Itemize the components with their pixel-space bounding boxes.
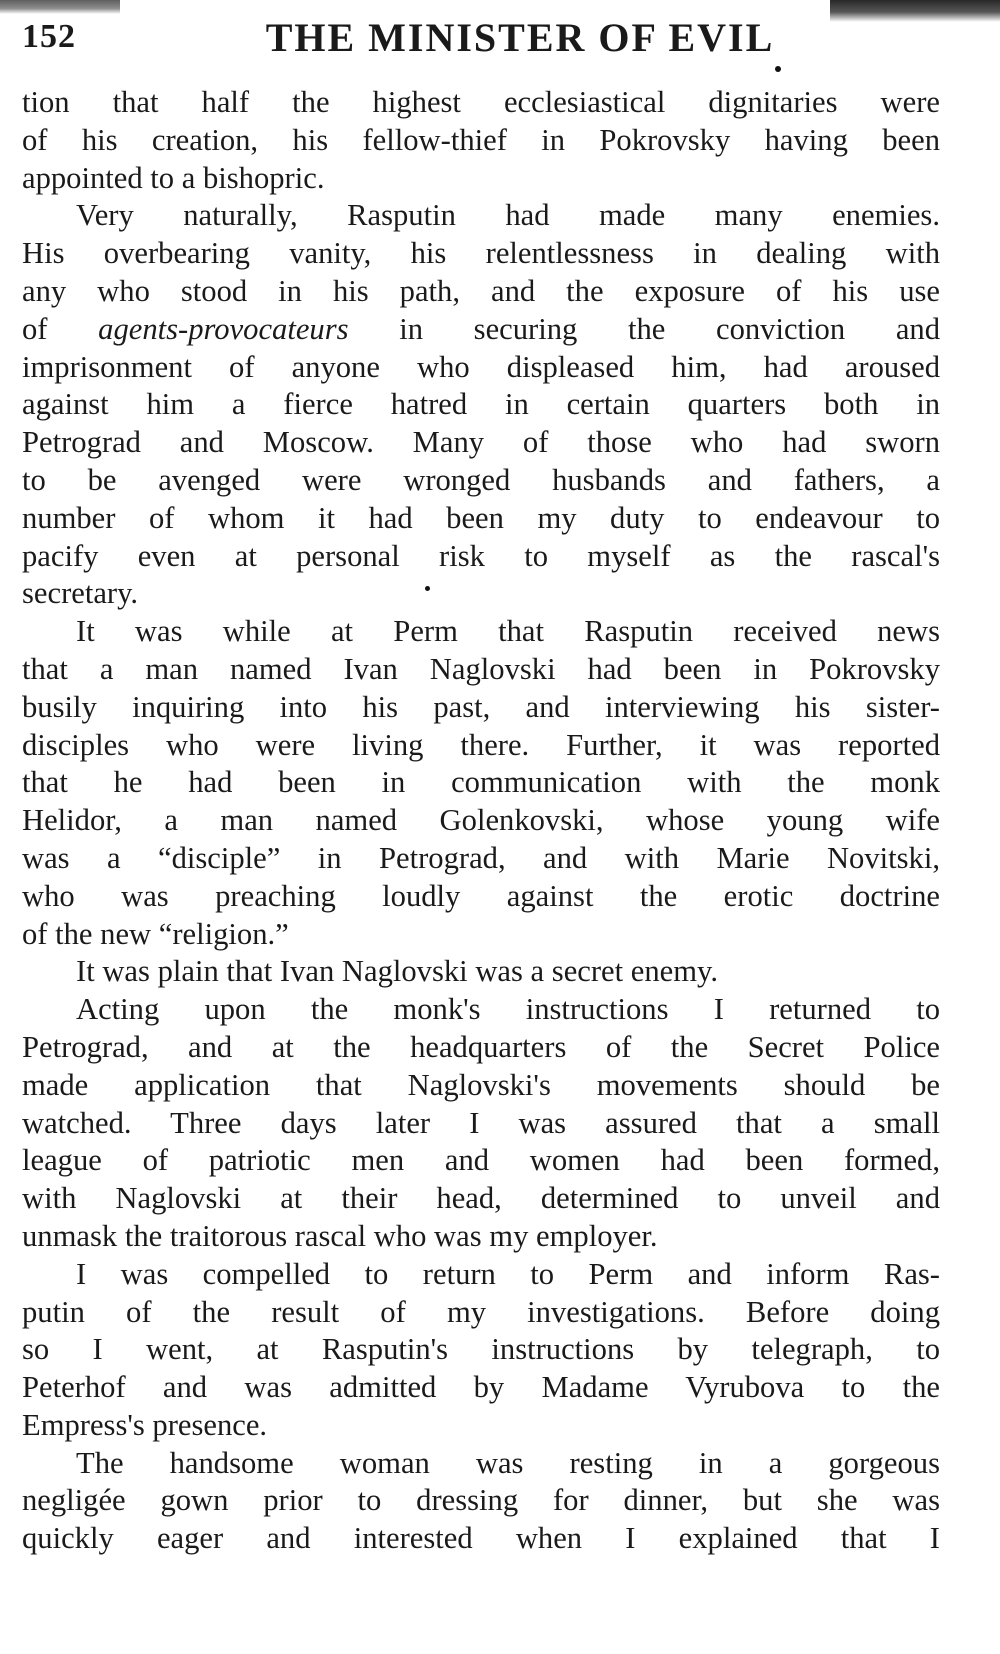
- text-line: putin of the result of my investigations. Before doing: [22, 1294, 940, 1329]
- text-line: secretary.: [22, 576, 139, 611]
- text-line: imprisonment of anyone who displeased him, had aroused: [22, 349, 940, 384]
- text-line: disciples who were living there. Further, it was reported: [22, 727, 940, 762]
- text-line: made application that Naglovski's movements should be: [22, 1067, 940, 1102]
- text-line: Acting upon the monk's instructions I returned to: [76, 992, 940, 1027]
- text-line: any who stood in his path, and the exposure of his use: [22, 273, 940, 308]
- text-line: of his creation, his fellow-thief in Pokrovsky having been: [22, 122, 940, 157]
- text-line: His overbearing vanity, his relentlessness in dealing with: [22, 236, 940, 271]
- text-line: of the new “religion.”: [22, 916, 289, 951]
- text-line: watched. Three days later I was assured that a small: [22, 1105, 940, 1140]
- text-line: Helidor, a man named Golenkovski, whose young wife: [22, 803, 940, 838]
- text-line: was a “disciple” in Petrograd, and with Marie Novitski,: [22, 840, 940, 875]
- scan-smudge-left: [0, 0, 120, 14]
- text-line: pacify even at personal risk to myself as the rascal's: [22, 538, 940, 573]
- text-line: number of whom it had been my duty to endeavour to: [22, 500, 940, 535]
- text-line: so I went, at Rasputin's instructions by telegraph, to: [22, 1332, 940, 1367]
- text-line: that a man named Ivan Naglovski had been in Pokrovsky: [22, 651, 940, 686]
- text-line: Empress's presence.: [22, 1407, 268, 1442]
- text-line: negligée gown prior to dressing for dinner, but she was: [22, 1483, 940, 1518]
- text-line: unmask the traitorous rascal who was my employer.: [22, 1218, 658, 1253]
- text-line: Very naturally, Rasputin had made many enemies.: [76, 198, 940, 233]
- text-line: I was compelled to return to Perm and inform Ras-: [76, 1256, 940, 1291]
- text-line: tion that half the highest ecclesiastical dignitaries were: [22, 85, 940, 119]
- text-line: with Naglovski at their head, determined to unveil and: [22, 1181, 940, 1216]
- text-line: to be avenged were wronged husbands and fathers, a: [22, 462, 940, 497]
- running-head: [22, 14, 978, 62]
- italic-phrase: agents-provocateurs: [98, 311, 349, 346]
- page-title: THE MINISTER OF EVIL: [265, 15, 775, 60]
- text-line: who was preaching loudly against the erotic doctrine: [22, 878, 940, 913]
- text-line: that he had been in communication with the monk: [22, 765, 940, 800]
- page-number: 152: [22, 18, 76, 55]
- text-line: Petrograd and Moscow. Many of those who had sworn: [22, 425, 940, 460]
- text-line: against him a fierce hatred in certain quarters both in: [22, 387, 940, 422]
- text-line: league of patriotic men and women had been formed,: [22, 1143, 940, 1178]
- text-line: appointed to a bishopric.: [22, 160, 325, 195]
- ink-speck: [775, 66, 781, 72]
- text-line: Petrograd, and at the headquarters of the Secret Police: [22, 1029, 940, 1064]
- text-line: busily inquiring into his past, and interviewing his sister-: [22, 689, 940, 724]
- text-line: The handsome woman was resting in a gorgeous: [76, 1445, 940, 1480]
- text-line: quickly eager and interested when I explained that I: [22, 1521, 940, 1556]
- text-line: Peterhof and was admitted by Madame Vyrubova to the: [22, 1370, 940, 1405]
- text-line: It was plain that Ivan Naglovski was a secret enemy.: [76, 954, 718, 989]
- text-line: It was while at Perm that Rasputin received news: [76, 614, 940, 649]
- body-text: [22, 84, 940, 1558]
- text-line: of agents-provocateurs in securing the conviction and: [22, 311, 940, 346]
